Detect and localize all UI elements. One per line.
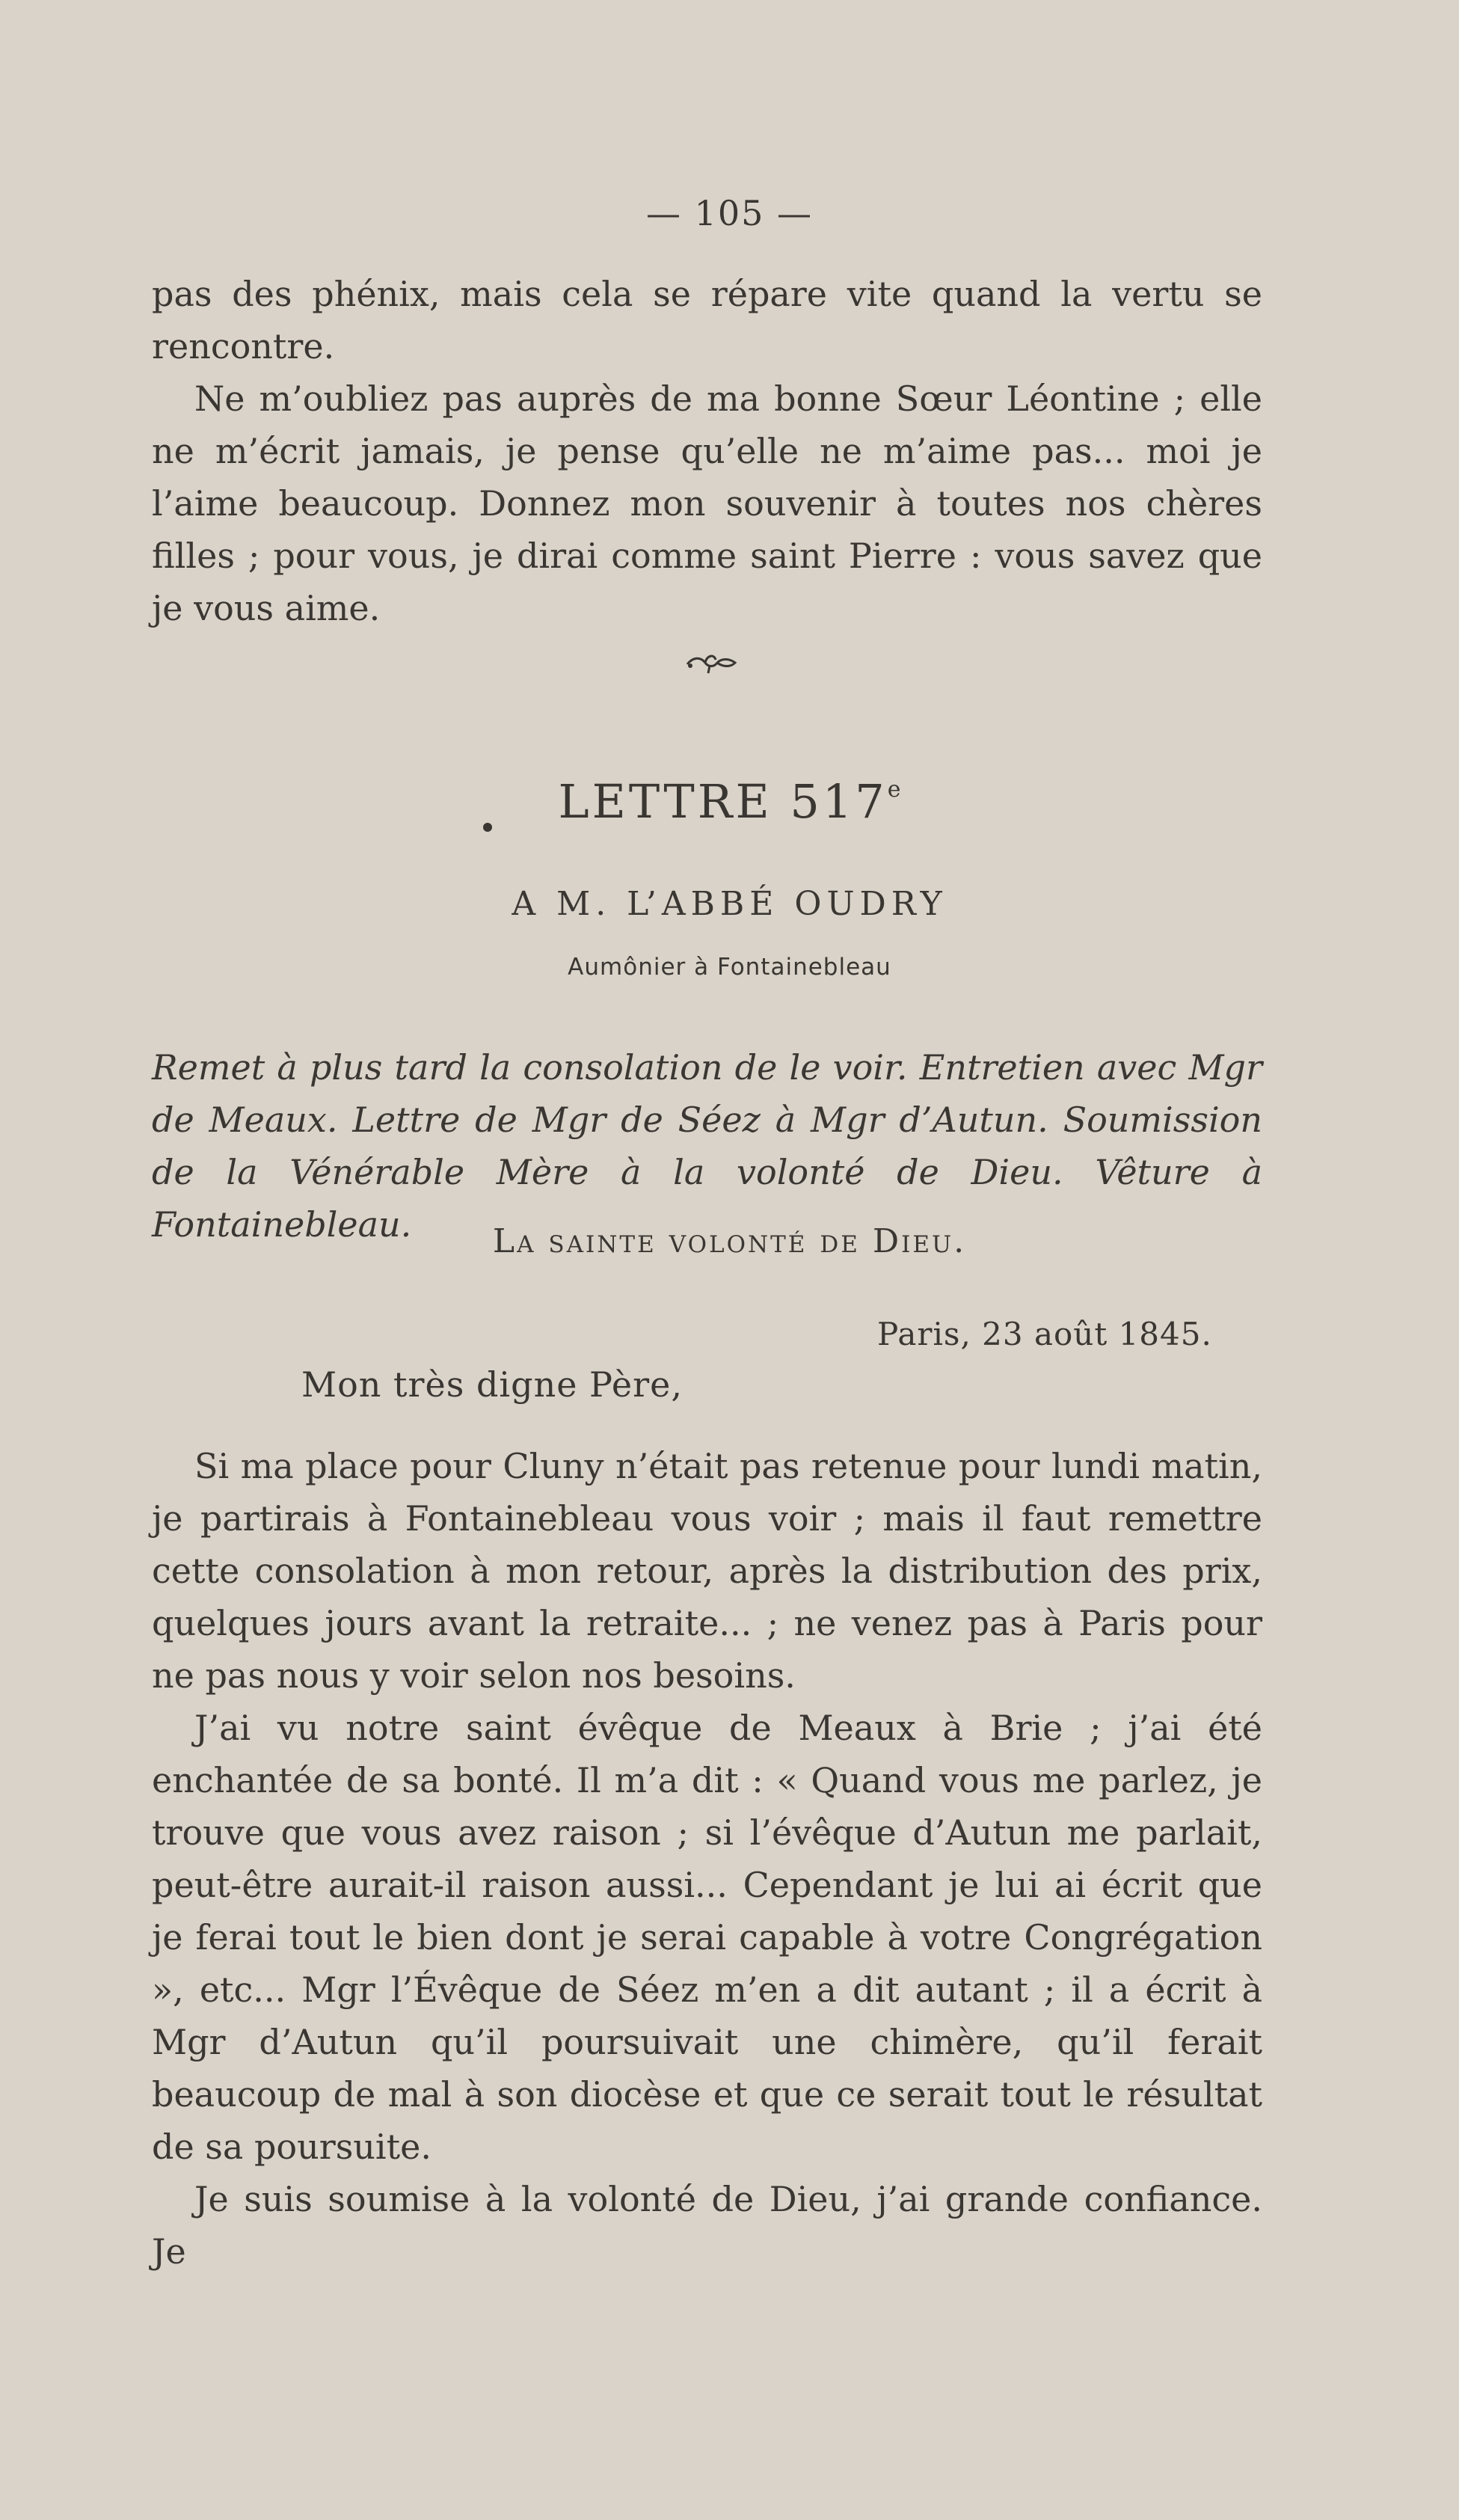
letter-paragraph-2: J’ai vu notre saint évêque de Meaux à Brie ; j’ai été enchantée de sa bonté. Il m’a dit : « Quand vous me parlez, je trouve que vous avez raison ; si l’évêque d’Autun me parlait, peut-être aurait-il raison aussi... Cependant je lui ai écrit que je ferai tout le bien dont je serai capable à votre Congrégation », etc... Mgr l’Évêque de Séez m’en a dit autant ; il a écrit à Mgr d’Autun qu’il poursuivait une chimère, qu’il ferait beaucoup de mal à son diocèse et que ce serait tout le résultat de sa poursuite. [152, 1708, 1262, 2167]
letter-paragraph-1: Si ma place pour Cluny n’était pas retenue pour lundi matin, je partirais à Fontainebleau vous voir ; mais il faut remettre cette consolation à mon retour, après la distribution des prix, quelques jours avant la retraite... ; ne venez pas à Paris pour ne pas nous y voir selon nos besoins. [152, 1446, 1262, 1696]
page-number: — 105 — [645, 193, 814, 233]
letter-summary [152, 1041, 1262, 1251]
section-heading: La sainte volonté de Dieu. [492, 1222, 967, 1260]
letter-summary-text: Remet à plus tard la consolation de le voir. Entretien avec Mgr de Meaux. Lettre de Mgr de Séez à Mgr d’Autun. Soumission de la Vénérable Mère à la volonté de Dieu. Vêture à Fontainebleau. [152, 1047, 1262, 1245]
letter-title [0, 774, 1459, 829]
continued-paragraph-2: Ne m’oubliez pas auprès de ma bonne Sœur Léontine ; elle ne m’écrit jamais, je pense qu’elle ne m’aime pas... moi je l’aime beaucoup. Donnez mon souvenir à toutes nos chères filles ; pour vous, je dirai comme saint Pierre : vous savez que je vous aime. [152, 378, 1262, 628]
salutation: Mon très digne Père, [301, 1364, 683, 1405]
letter-title-suffix: e [887, 776, 901, 803]
fleuron-ornament-icon [684, 649, 738, 675]
recipient-role: Aumônier à Fontainebleau [568, 954, 891, 981]
letter-recipient: A M. L’ABBÉ OUDRY [512, 885, 947, 923]
letter-title-text: LETTRE 517 [558, 774, 888, 829]
place-date: Paris, 23 août 1845. [877, 1316, 1212, 1352]
continued-paragraph-1: pas des phénix, mais cela se répare vite quand la vertu se rencontre. [152, 274, 1262, 367]
letter-paragraph-3: Je suis soumise à la volonté de Dieu, j’ai grande confiance. Je [152, 2179, 1262, 2272]
letter-body [152, 1440, 1262, 2278]
continued-letter-text [152, 268, 1262, 634]
